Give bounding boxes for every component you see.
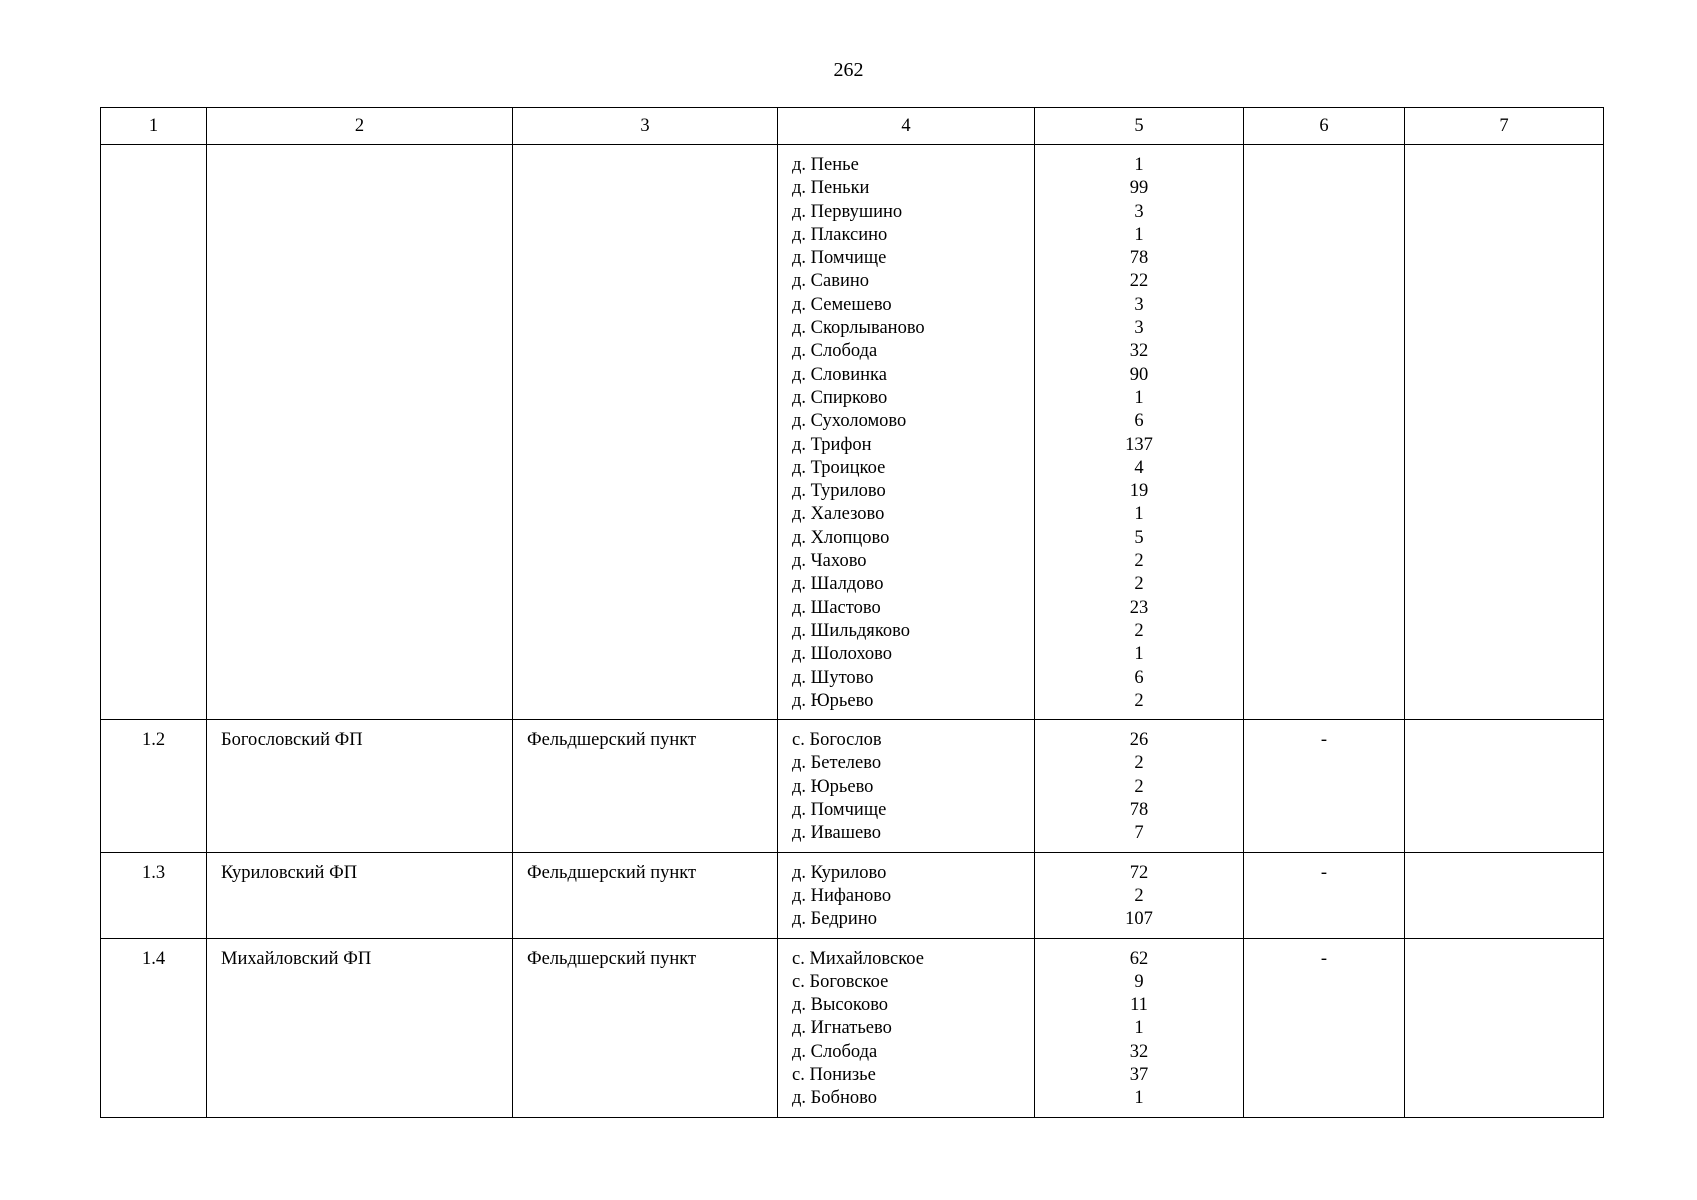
settlement-list-item: д. Бедрино: [792, 909, 877, 930]
col7-value: [1405, 720, 1604, 852]
facility-name: [207, 938, 513, 1117]
population-list-item: 6: [1134, 667, 1144, 688]
population-list: [1035, 145, 1244, 720]
settlement-list-item: д. Халезово: [792, 504, 885, 525]
population-list-item: 7: [1134, 823, 1144, 844]
settlement-list: [778, 938, 1035, 1117]
table-body: [101, 145, 1604, 1118]
population-list: [1035, 938, 1244, 1117]
data-table: [100, 107, 1604, 1118]
settlement-list-item: с. Боговское: [792, 971, 889, 992]
population-list-item: 1: [1134, 644, 1144, 665]
col6-value: [1244, 720, 1405, 852]
row-number-text: [101, 154, 206, 177]
header-col-6: 6: [1244, 108, 1405, 145]
col7-value-text: [1405, 862, 1603, 885]
population-list-item: 3: [1134, 201, 1144, 222]
settlement-list-item: д. Плаксино: [792, 224, 888, 245]
population-list-item: 1: [1134, 504, 1144, 525]
settlement-list-item: д. Бетелево: [792, 753, 882, 774]
facility-type: [513, 145, 778, 720]
facility-name-text: Михайловский ФП: [221, 948, 372, 969]
facility-type: [513, 720, 778, 852]
col6-value: [1244, 938, 1405, 1117]
settlement-list-item: д. Бобново: [792, 1088, 877, 1109]
row-number-text: 1.4: [141, 948, 166, 969]
facility-type: [513, 938, 778, 1117]
settlement-list: [778, 145, 1035, 720]
population-list-item: 2: [1134, 753, 1144, 774]
settlement-list-item: д. Савино: [792, 271, 869, 292]
settlement-list-item: д. Шолохово: [792, 644, 893, 665]
population-list-item: 90: [1129, 364, 1149, 385]
settlement-list-item: д. Ивашево: [792, 823, 882, 844]
population-list-item: 37: [1129, 1064, 1149, 1085]
settlement-list-item: д. Игнатьево: [792, 1018, 892, 1039]
facility-type-text: [527, 154, 777, 177]
col6-value-text: -: [1320, 862, 1328, 883]
settlement-list-item: д. Шутово: [792, 667, 874, 688]
settlement-list-item: с. Михайловское: [792, 948, 924, 969]
table-row: [101, 720, 1604, 852]
settlement-list: [778, 720, 1035, 852]
population-list-item: 26: [1129, 730, 1149, 751]
settlement-list-item: д. Сухоломово: [792, 411, 907, 432]
header-col-5: 5: [1035, 108, 1244, 145]
row-number: [101, 720, 207, 852]
population-list-item: 1: [1134, 387, 1144, 408]
col6-value-text: [1244, 154, 1404, 177]
population-list-item: 2: [1134, 776, 1144, 797]
col7-value-text: [1405, 154, 1603, 177]
population-list-item: 19: [1129, 481, 1149, 502]
settlement-list-item: д. Юрьево: [792, 776, 874, 797]
header-row: [101, 108, 1604, 145]
population-list-item: 107: [1125, 909, 1153, 930]
population-list-item: 6: [1134, 411, 1144, 432]
settlement-list-item: д. Слобода: [792, 1041, 878, 1062]
population-list-item: 1: [1134, 155, 1144, 175]
facility-name-text: Куриловский ФП: [221, 862, 358, 883]
population-list-item: 1: [1134, 1088, 1144, 1109]
population-list: [1035, 720, 1244, 852]
population-list-item: 23: [1129, 597, 1149, 618]
population-list-item: 4: [1134, 457, 1144, 478]
header-col-1: 1: [101, 108, 207, 145]
settlement-list-item: д. Чахово: [792, 551, 867, 572]
col6-value: [1244, 145, 1405, 720]
header-col-7: 7: [1405, 108, 1604, 145]
settlement-list-item: д. Пенье: [792, 155, 859, 175]
facility-name: [207, 852, 513, 938]
table-row: [101, 852, 1604, 938]
col7-value-text: [1405, 948, 1603, 971]
col7-value-text: [1405, 729, 1603, 752]
population-list-item: 2: [1134, 885, 1144, 906]
page-number: 262: [833, 59, 864, 81]
table-row: [101, 145, 1604, 720]
population-list-item: 137: [1125, 434, 1153, 455]
facility-name-text: Богословский ФП: [221, 730, 363, 751]
population-list-item: 2: [1134, 620, 1144, 641]
population-list-item: 1: [1134, 224, 1144, 245]
settlement-list-item: д. Высоково: [792, 995, 889, 1016]
population-list-item: 3: [1134, 294, 1144, 315]
settlement-list-item: д. Слобода: [792, 341, 878, 362]
settlement-list-item: д. Шастово: [792, 597, 881, 618]
header-col-3: 3: [513, 108, 778, 145]
col7-value: [1405, 938, 1604, 1117]
col6-value-text: -: [1320, 948, 1328, 969]
settlement-list-item: с. Богослов: [792, 730, 882, 751]
population-list-item: 32: [1129, 1041, 1149, 1062]
population-list-item: 3: [1134, 318, 1144, 339]
population-list-item: 5: [1134, 527, 1144, 548]
facility-name-text: [221, 154, 512, 177]
population-list-item: 32: [1129, 341, 1149, 362]
population-list-item: 9: [1134, 971, 1144, 992]
settlement-list-item: д. Трифон: [792, 434, 872, 455]
population-list-item: 62: [1129, 948, 1149, 969]
population-list-item: 78: [1129, 248, 1149, 269]
facility-name: [207, 145, 513, 720]
row-number: [101, 145, 207, 720]
settlement-list-item: д. Пеньки: [792, 178, 870, 199]
header-col-4: 4: [778, 108, 1035, 145]
settlement-list-item: д. Юрьево: [792, 690, 874, 711]
settlement-list-item: д. Семешево: [792, 294, 892, 315]
settlement-list-item: д. Троицкое: [792, 457, 886, 478]
settlement-list-item: с. Понизье: [792, 1064, 876, 1085]
settlement-list-item: д. Первушино: [792, 201, 903, 222]
col6-value-text: -: [1320, 730, 1328, 751]
settlement-list-item: д. Шалдово: [792, 574, 884, 595]
row-number: [101, 852, 207, 938]
row-number: [101, 938, 207, 1117]
facility-type-text: Фельдшерский пункт: [527, 730, 697, 751]
settlement-list: [778, 852, 1035, 938]
population-list-item: 22: [1129, 271, 1149, 292]
population-list-item: 1: [1134, 1018, 1144, 1039]
row-number-text: 1.2: [141, 730, 166, 751]
population-list-item: 78: [1129, 800, 1149, 821]
population-list-item: 2: [1134, 551, 1144, 572]
settlement-list-item: д. Помчище: [792, 248, 887, 269]
population-list-item: 99: [1129, 178, 1149, 199]
settlement-list-item: д. Словинка: [792, 364, 887, 385]
header-col-2: 2: [207, 108, 513, 145]
col7-value: [1405, 145, 1604, 720]
settlement-list-item: д. Скорлываново: [792, 318, 925, 339]
col6-value: [1244, 852, 1405, 938]
settlement-list-item: д. Шильдяково: [792, 620, 910, 641]
settlement-list-item: д. Турилово: [792, 481, 886, 502]
table-row: [101, 938, 1604, 1117]
population-list-item: 11: [1130, 995, 1148, 1016]
settlement-list-item: д. Курилово: [792, 862, 887, 883]
settlement-list-item: д. Хлопцово: [792, 527, 890, 548]
population-list-item: 2: [1134, 574, 1144, 595]
row-number-text: 1.3: [141, 862, 166, 883]
facility-name: [207, 720, 513, 852]
population-list: [1035, 852, 1244, 938]
settlement-list-item: д. Помчище: [792, 800, 887, 821]
col7-value: [1405, 852, 1604, 938]
settlement-list-item: д. Нифаново: [792, 885, 892, 906]
population-list-item: 72: [1129, 862, 1149, 883]
population-list-item: 2: [1134, 690, 1144, 711]
facility-type-text: Фельдшерский пункт: [527, 948, 697, 969]
facility-type-text: Фельдшерский пункт: [527, 862, 697, 883]
facility-type: [513, 852, 778, 938]
settlement-list-item: д. Спирково: [792, 387, 888, 408]
